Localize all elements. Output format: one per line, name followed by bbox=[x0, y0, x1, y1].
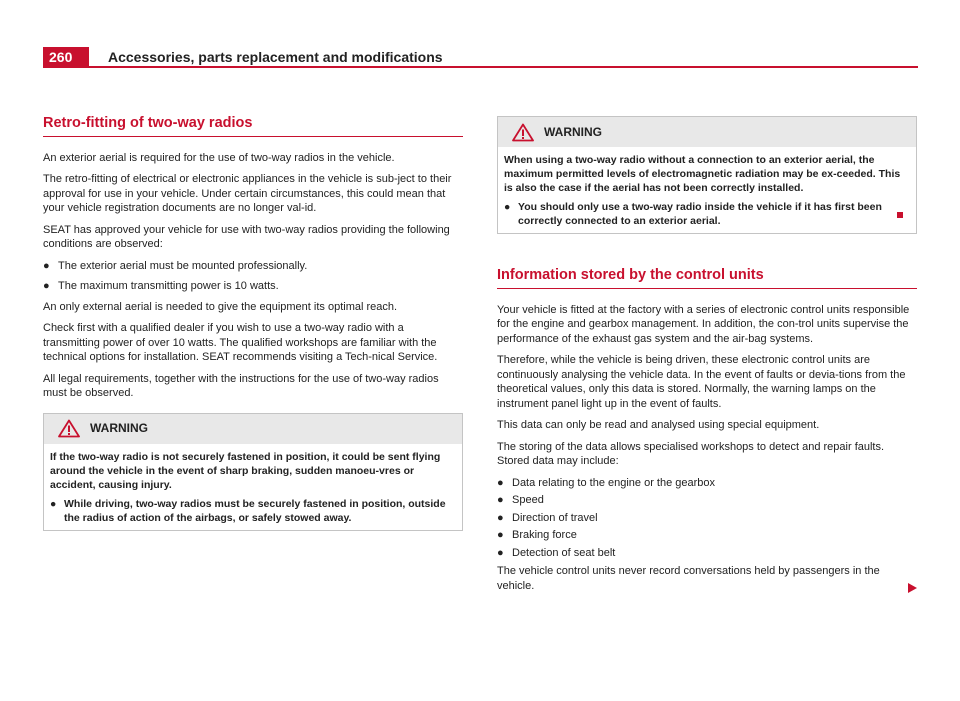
list-item bbox=[43, 279, 463, 294]
warning-text: When using a two-way radio without a connection to an exterior aerial, the maximum permitted levels of electromagnetic radiation may be ex-ceeded. This is also the case if the aerial has not been correctly installed. bbox=[504, 154, 901, 194]
paragraph: An only external aerial is needed to give the equipment its optimal reach. bbox=[43, 300, 398, 313]
bullet-icon: ● bbox=[50, 497, 57, 510]
page-number: 260 bbox=[43, 47, 89, 68]
right-column bbox=[497, 116, 917, 600]
list-item bbox=[43, 259, 463, 274]
warning-triangle-icon bbox=[58, 419, 80, 438]
left-column bbox=[43, 116, 463, 531]
paragraph: The retro-fitting of electrical or electronic appliances in the vehicle is sub-ject to their approval for use in your vehicle. Under certain circumstances, this could mean that your vehicle registration documents are no longer val-id. bbox=[43, 173, 452, 214]
list-item bbox=[497, 511, 917, 526]
paragraph: This data can only be read and analysed using special equipment. bbox=[497, 419, 820, 431]
bullet-icon: ● bbox=[497, 511, 504, 524]
warning-box bbox=[497, 116, 917, 234]
bullet-icon: ● bbox=[497, 494, 504, 506]
list-item-text: Detection of seat belt bbox=[512, 546, 616, 559]
bullet-icon: ● bbox=[497, 476, 504, 489]
list-item-text: The maximum transmitting power is 10 watts. bbox=[58, 280, 279, 292]
paragraph: Your vehicle is fitted at the factory with a series of electronic control units responsible for the engine and gearbox management. In addition, the con-trol units supervise the performance of the exhaust gas system and the air-bag systems. bbox=[497, 303, 910, 345]
bullet-icon: ● bbox=[497, 529, 504, 541]
continue-arrow-icon bbox=[908, 583, 917, 593]
bullet-icon: ● bbox=[504, 201, 511, 213]
section-title-two-way-radios: Retro-fitting of two-way radios bbox=[43, 116, 463, 137]
paragraph: Therefore, while the vehicle is being driven, these electronic control units are continuously analysing the vehicle data. In the event of faults or devia-tions from the theoretical values, only this data is stored. Normally, the warning lamps on the instrument panel light up in the event of faults. bbox=[497, 354, 906, 410]
warning-triangle-icon bbox=[512, 123, 534, 142]
list-item bbox=[497, 476, 917, 491]
section-title-control-units: Information stored by the control units bbox=[497, 268, 917, 289]
warning-bullet-text: You should only use a two-way radio inside the vehicle if it has first been correctly connected to an exterior aerial. bbox=[518, 201, 882, 227]
warning-title: WARNING bbox=[90, 421, 148, 436]
bullet-icon: ● bbox=[497, 546, 504, 559]
warning-header bbox=[44, 414, 462, 444]
warning-header bbox=[498, 117, 916, 147]
stored-data-list bbox=[497, 476, 917, 561]
list-item bbox=[497, 528, 917, 543]
warning-bullet-text: While driving, two-way radios must be securely fastened in position, outside the radius of action of the airbags, or safely stowed away. bbox=[64, 497, 446, 524]
warning-body bbox=[498, 147, 916, 233]
warning-box bbox=[43, 413, 463, 531]
warning-bullet bbox=[504, 200, 910, 228]
paragraph: The storing of the data allows specialised workshops to detect and repair faults. Stored data may include: bbox=[497, 440, 885, 467]
warning-bullet bbox=[50, 497, 456, 525]
header-rule bbox=[43, 66, 918, 68]
section-end-marker-icon bbox=[897, 212, 903, 218]
warning-body bbox=[44, 444, 462, 530]
paragraph: An exterior aerial is required for the use of two-way radios in the vehicle. bbox=[43, 151, 395, 164]
list-item-text: Data relating to the engine or the gearbox bbox=[512, 476, 716, 489]
paragraph: The vehicle control units never record conversations held by passengers in the vehicle. bbox=[497, 565, 880, 592]
list-item bbox=[497, 546, 917, 561]
list-item bbox=[497, 493, 917, 508]
list-item-text: Direction of travel bbox=[512, 511, 598, 524]
bullet-icon: ● bbox=[43, 259, 50, 272]
warning-text: If the two-way radio is not securely fastened in position, it could be sent flying around the vehicle in the event of sharp braking, sudden manoeu-vres or accident, causing injury. bbox=[50, 450, 441, 491]
bullet-icon: ● bbox=[43, 280, 50, 292]
running-header-title: Accessories, parts replacement and modifications bbox=[108, 49, 443, 65]
conditions-list bbox=[43, 259, 463, 294]
paragraph: All legal requirements, together with the instructions for the use of two-way radios must be observed. bbox=[43, 372, 439, 399]
paragraph: SEAT has approved your vehicle for use with two-way radios providing the following conditions are observed: bbox=[43, 223, 450, 250]
list-item-text: Braking force bbox=[512, 529, 577, 541]
paragraph: Check first with a qualified dealer if you wish to use a two-way radio with a transmitting power of over 10 watts. The qualified workshops are familiar with the technical options for installation. SEAT recommends visiting a Tech-nical Service. bbox=[43, 322, 438, 363]
warning-title: WARNING bbox=[544, 124, 602, 139]
list-item-text: Speed bbox=[512, 494, 544, 506]
list-item-text: The exterior aerial must be mounted professionally. bbox=[58, 259, 308, 272]
